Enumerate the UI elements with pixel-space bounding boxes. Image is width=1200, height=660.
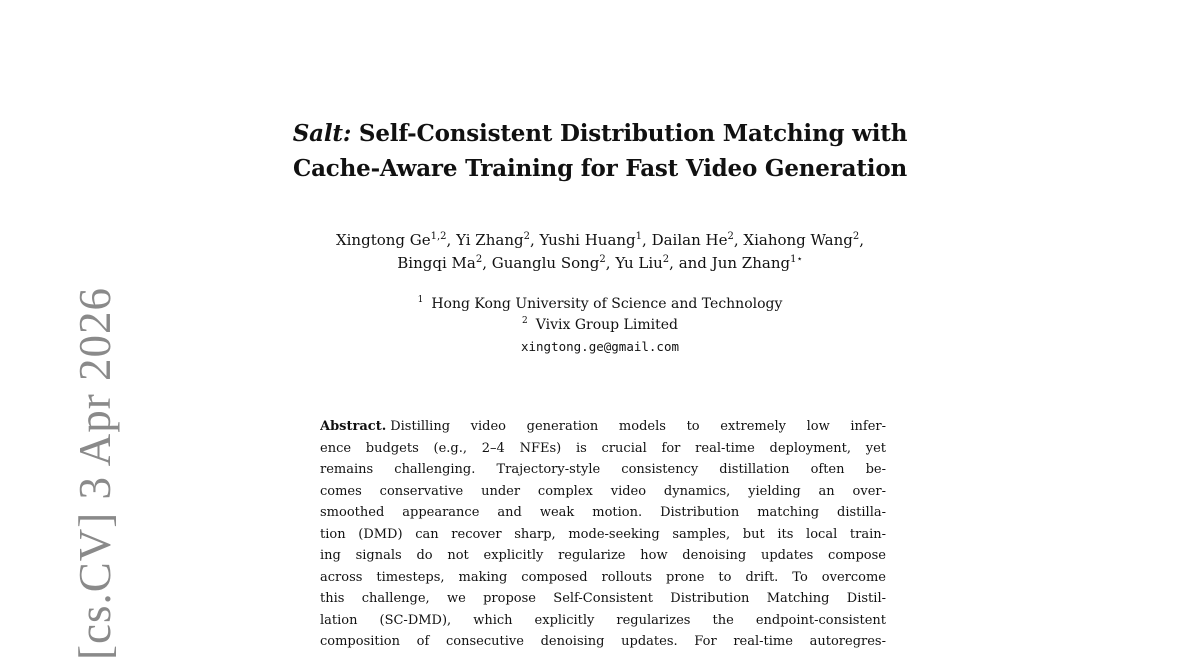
- author-line-1: Xingtong Ge$^{1,2}$, Yi Zhang$^2$, Yushi Huang$^1$, Dailan He$^2$, Xiahong Wang$^2$,: [335, 231, 865, 249]
- paper-title: [0, 116, 1200, 186]
- author-name: Yi Zhang: [456, 231, 524, 249]
- author-affiliation-mark: 2: [662, 254, 670, 265]
- affiliations: [0, 294, 1200, 357]
- author-affiliation-mark: 2: [475, 254, 483, 265]
- author-affiliation-mark: 2: [599, 254, 606, 265]
- author-name: Xiahong Wang: [743, 231, 853, 249]
- author-name: Jun Zhang: [711, 254, 791, 272]
- author-affiliation-mark: 1,2: [430, 231, 447, 242]
- author-name: Yu Liu: [615, 254, 663, 272]
- author-name: Dailan He: [651, 231, 728, 249]
- abstract: [320, 416, 886, 653]
- title-line-2: Cache-Aware Training for Fast Video Generation: [293, 155, 907, 182]
- abstract-line: across timesteps, making composed rollouts prone to drift. To overcome: [320, 569, 886, 585]
- author-affiliation-mark: 1: [635, 231, 643, 242]
- abstract-line: ing signals do not explicitly regularize how denoising updates compose: [320, 548, 886, 563]
- author-name: Guanglu Song: [491, 254, 600, 272]
- contact-email: xingtong.ge@gmail.com: [520, 339, 680, 354]
- affiliation-name: Vivix Group Limited: [535, 317, 678, 333]
- affiliation-number: 2: [522, 316, 528, 327]
- abstract-line: lation (SC-DMD), which explicitly regularizes the endpoint-consistent: [320, 612, 886, 628]
- corresponding-author-mark: 1⋆: [790, 254, 803, 265]
- abstract-line: Abstract. Distilling video generation models to extremely low infer-: [320, 419, 886, 434]
- arxiv-identifier-stamp: [cs.CV] 3 Apr 2026: [70, 287, 120, 660]
- abstract-line: smoothed appearance and weak motion. Distribution matching distilla-: [320, 505, 886, 520]
- affiliation-2: [0, 315, 1200, 336]
- affiliation-number: 1: [417, 295, 424, 306]
- abstract-line: remains challenging. Trajectory-style consistency distillation often be-: [320, 462, 886, 477]
- abstract-line: ence budgets (e.g., 2–4 NFEs) is crucial for real-time deployment, yet: [320, 440, 886, 456]
- affiliation-name: Hong Kong University of Science and Technology: [431, 296, 783, 312]
- abstract-line: tion (DMD) can recover sharp, mode-seeking samples, but its local train-: [320, 526, 886, 542]
- author-affiliation-mark: 2: [727, 231, 734, 242]
- abstract-line: this challenge, we propose Self-Consistent Distribution Matching Distil-: [320, 591, 886, 606]
- author-list: [0, 229, 1200, 275]
- title-line-1: [0, 116, 1200, 151]
- author-affiliation-mark: 2: [523, 231, 530, 242]
- author-name: Yushi Huang: [539, 231, 636, 249]
- author-name: Xingtong Ge: [335, 231, 431, 249]
- author-name: Bingqi Ma: [397, 254, 476, 272]
- abstract-line: composition of consecutive denoising updates. For real-time autoregres-: [320, 634, 886, 649]
- author-affiliation-mark: 2: [852, 231, 860, 242]
- abstract-line: comes conservative under complex video dynamics, yielding an over-: [320, 483, 886, 499]
- author-line-2: Bingqi Ma$^2$, Guanglu Song$^2$, Yu Liu$^2$, and Jun Zhang$^{1⋆}$: [397, 254, 803, 272]
- title-line-1-rest: Self-Consistent Distribution Matching with: [351, 120, 908, 147]
- affiliation-1: [0, 294, 1200, 315]
- abstract-label: Abstract.: [320, 419, 387, 434]
- title-italic-part: Salt:: [292, 120, 352, 147]
